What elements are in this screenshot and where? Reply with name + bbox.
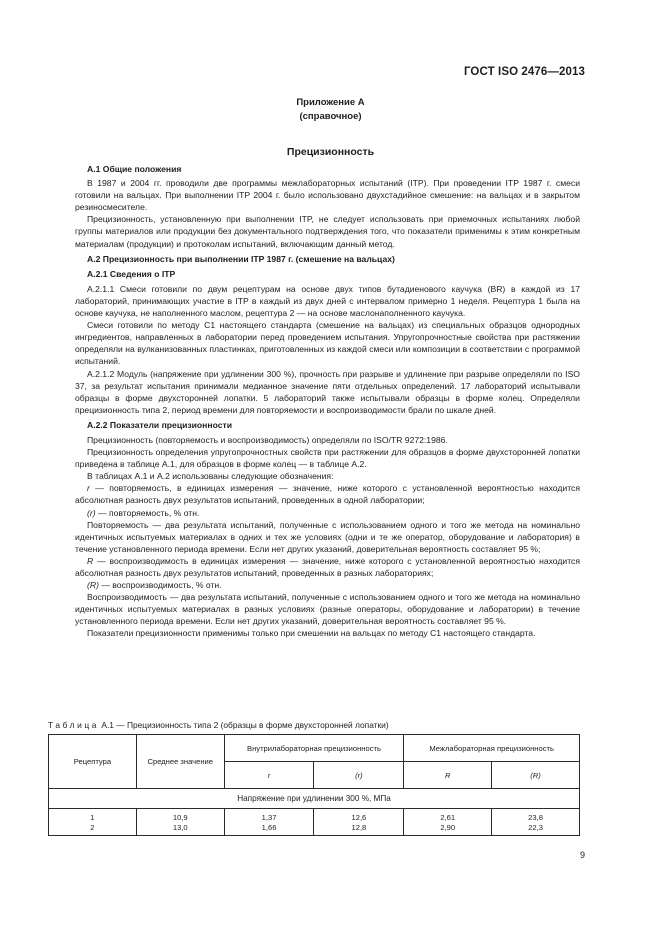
paragraph: Прецизионность, установленную при выполнении ITP, не следует использовать при приемочных испытаниях любой группы материалов или продукции без документального подтверждения того, что показатели применимы к этим конкретным материалам (продукции) и протоколам испытаний, включающим данный метод. bbox=[75, 214, 580, 249]
header-mean: Среднее значение bbox=[136, 735, 224, 789]
table-caption: Таблица А.1 — Прецизионность типа 2 (образцы в форме двухсторонней лопатки) bbox=[48, 720, 389, 730]
table-row: 1 10,9 1,37 12,6 2,61 23,8 bbox=[49, 809, 580, 824]
definition-R-rel: (R) — воспроизводимость, % отн. bbox=[87, 580, 222, 591]
header-R-rel: (R) bbox=[492, 762, 580, 789]
definition-r: r — повторяемость, в единицах измерения — значение, ниже которого с установленной вероятностью находится абсолютная разность двух результатов испытаний, проведенных в одной лаборатории; bbox=[75, 483, 580, 506]
symbol: (R) bbox=[87, 580, 99, 591]
page-number: 9 bbox=[579, 850, 585, 860]
header-intra: Внутрилабораторная прецизионность bbox=[224, 735, 404, 762]
header-inter: Межлабораторная прецизионность bbox=[404, 735, 580, 762]
definition-R: R — воспроизводимость в единицах измерения — значение, ниже которого с установленной вероятностью находится абсолютная разность двух результатов испытаний, проведенных в разных лабораториях; bbox=[75, 555, 580, 578]
paragraph: Прецизионность (повторяемость и воспроизводимость) определяли по ISO/TR 9272:1986. bbox=[87, 434, 448, 445]
standard-header: ГОСТ ISO 2476—2013 bbox=[463, 66, 585, 78]
heading-a2: А.2 Прецизионность при выполнении ITP 1987 г. (смешение на вальцах) bbox=[87, 253, 395, 264]
paragraph: Показатели прецизионности применимы только при смешении на вальцах по методу С1 настоящего стандарта. bbox=[87, 628, 536, 639]
table-section-row: Напряжение при удлинении 300 %, МПа bbox=[49, 789, 580, 809]
symbol: R bbox=[87, 555, 94, 566]
annex-heading bbox=[0, 96, 661, 124]
symbol: r bbox=[87, 483, 90, 494]
header-recipe: Рецептура bbox=[49, 735, 137, 789]
header-r: r bbox=[224, 762, 314, 789]
table-row: 2 13,0 1,66 12,8 2,90 22,3 bbox=[49, 823, 580, 836]
heading-a1: А.1 Общие положения bbox=[87, 164, 182, 174]
heading-a22: А.2.2 Показатели прецизионности bbox=[87, 419, 232, 430]
header-R: R bbox=[404, 762, 492, 789]
annex-title: Приложение А bbox=[296, 97, 365, 108]
section-title: Прецизионность bbox=[286, 146, 375, 158]
paragraph: В таблицах А.1 и А.2 использованы следующие обозначения: bbox=[87, 471, 334, 482]
paragraph: Воспроизводимость — два результата испытаний, полученные с использованием одного и того же метода на номинально идентичных испытуемых материалах в разных условиях (разные операторы, оборудование и лаборатории) в течение установленного периода времени. Если нет других указаний, доверительная вероятность составляет 95 %. bbox=[75, 592, 580, 627]
paragraph: Повторяемость — два результата испытаний, полученные с использованием одного и того же метода на номинально идентичных испытуемых материалах в одних и тех же условиях (одни и те же оператор, оборудование и лаборатория) в течение установленного периода времени. Если нет других указаний, доверительная вероятность составляет 95 %; bbox=[75, 519, 580, 554]
definition-r-rel: (r) — повторяемость, % отн. bbox=[87, 507, 200, 518]
symbol: (r) bbox=[87, 507, 96, 518]
paragraph: А.2.1.2 Модуль (напряжение при удлинении 300 %), прочность при разрыве и удлинение при разрыве определяли по ISO 37, за результат испытания принимали медианное значение пяти отдельных определений. 17 лабораторий испытывали образцы в форме двухсторонней лопатки. 5 лабораторий также испытывали образцы в форме колец. Определяли прецизионность типа 2, период времени для повторяемости и воспроизводимости брали по шкале дней. bbox=[75, 368, 580, 415]
paragraph: А.2.1.1 Смеси готовили по двум рецептурам на основе двух типов бутадиенового каучука (BR) в каждой из 17 лабораторий, принимающих участие в ITP в каждый из двух дней с интервалом примерно 1 неделя. Рецептура 1 была на основе каучука, не наполненного маслом, рецептура 2 — на основе маслонаполненного каучука. bbox=[75, 283, 580, 319]
paragraph: Прецизионность определения упругопрочностных свойств при растяжении для образцов в форме двухсторонней лопатки приведена в таблице А.1, для образцов в форме колец — в таблице А.2. bbox=[75, 447, 580, 470]
annex-subtitle: (справочное) bbox=[299, 111, 362, 122]
paragraph: В 1987 и 2004 гг. проводили две программы межлабораторных испытаний (ITP). При проведении ITP 1987 г. смеси готовили на вальцах. При выполнении ITP 2004 г. было использовано двухстадийное смешение: на вальцах и в закрытом резиносмесителе. bbox=[75, 178, 580, 213]
paragraph: Смеси готовили по методу С1 настоящего стандарта (смешение на вальцах) из специальных образцов однородных ингредиентов, направленных в лаборатории перед проведением испытания. Упругопрочностные свойства при растяжении определяли на вулканизованных пластинках, приготовленных из каждой смеси или композиции в соответствии с программой испытаний. bbox=[75, 320, 580, 367]
body-text bbox=[75, 163, 580, 640]
header-r-rel: (r) bbox=[314, 762, 404, 789]
heading-a21: А.2.1 Сведения о ITP bbox=[87, 268, 176, 279]
precision-table bbox=[48, 734, 580, 836]
